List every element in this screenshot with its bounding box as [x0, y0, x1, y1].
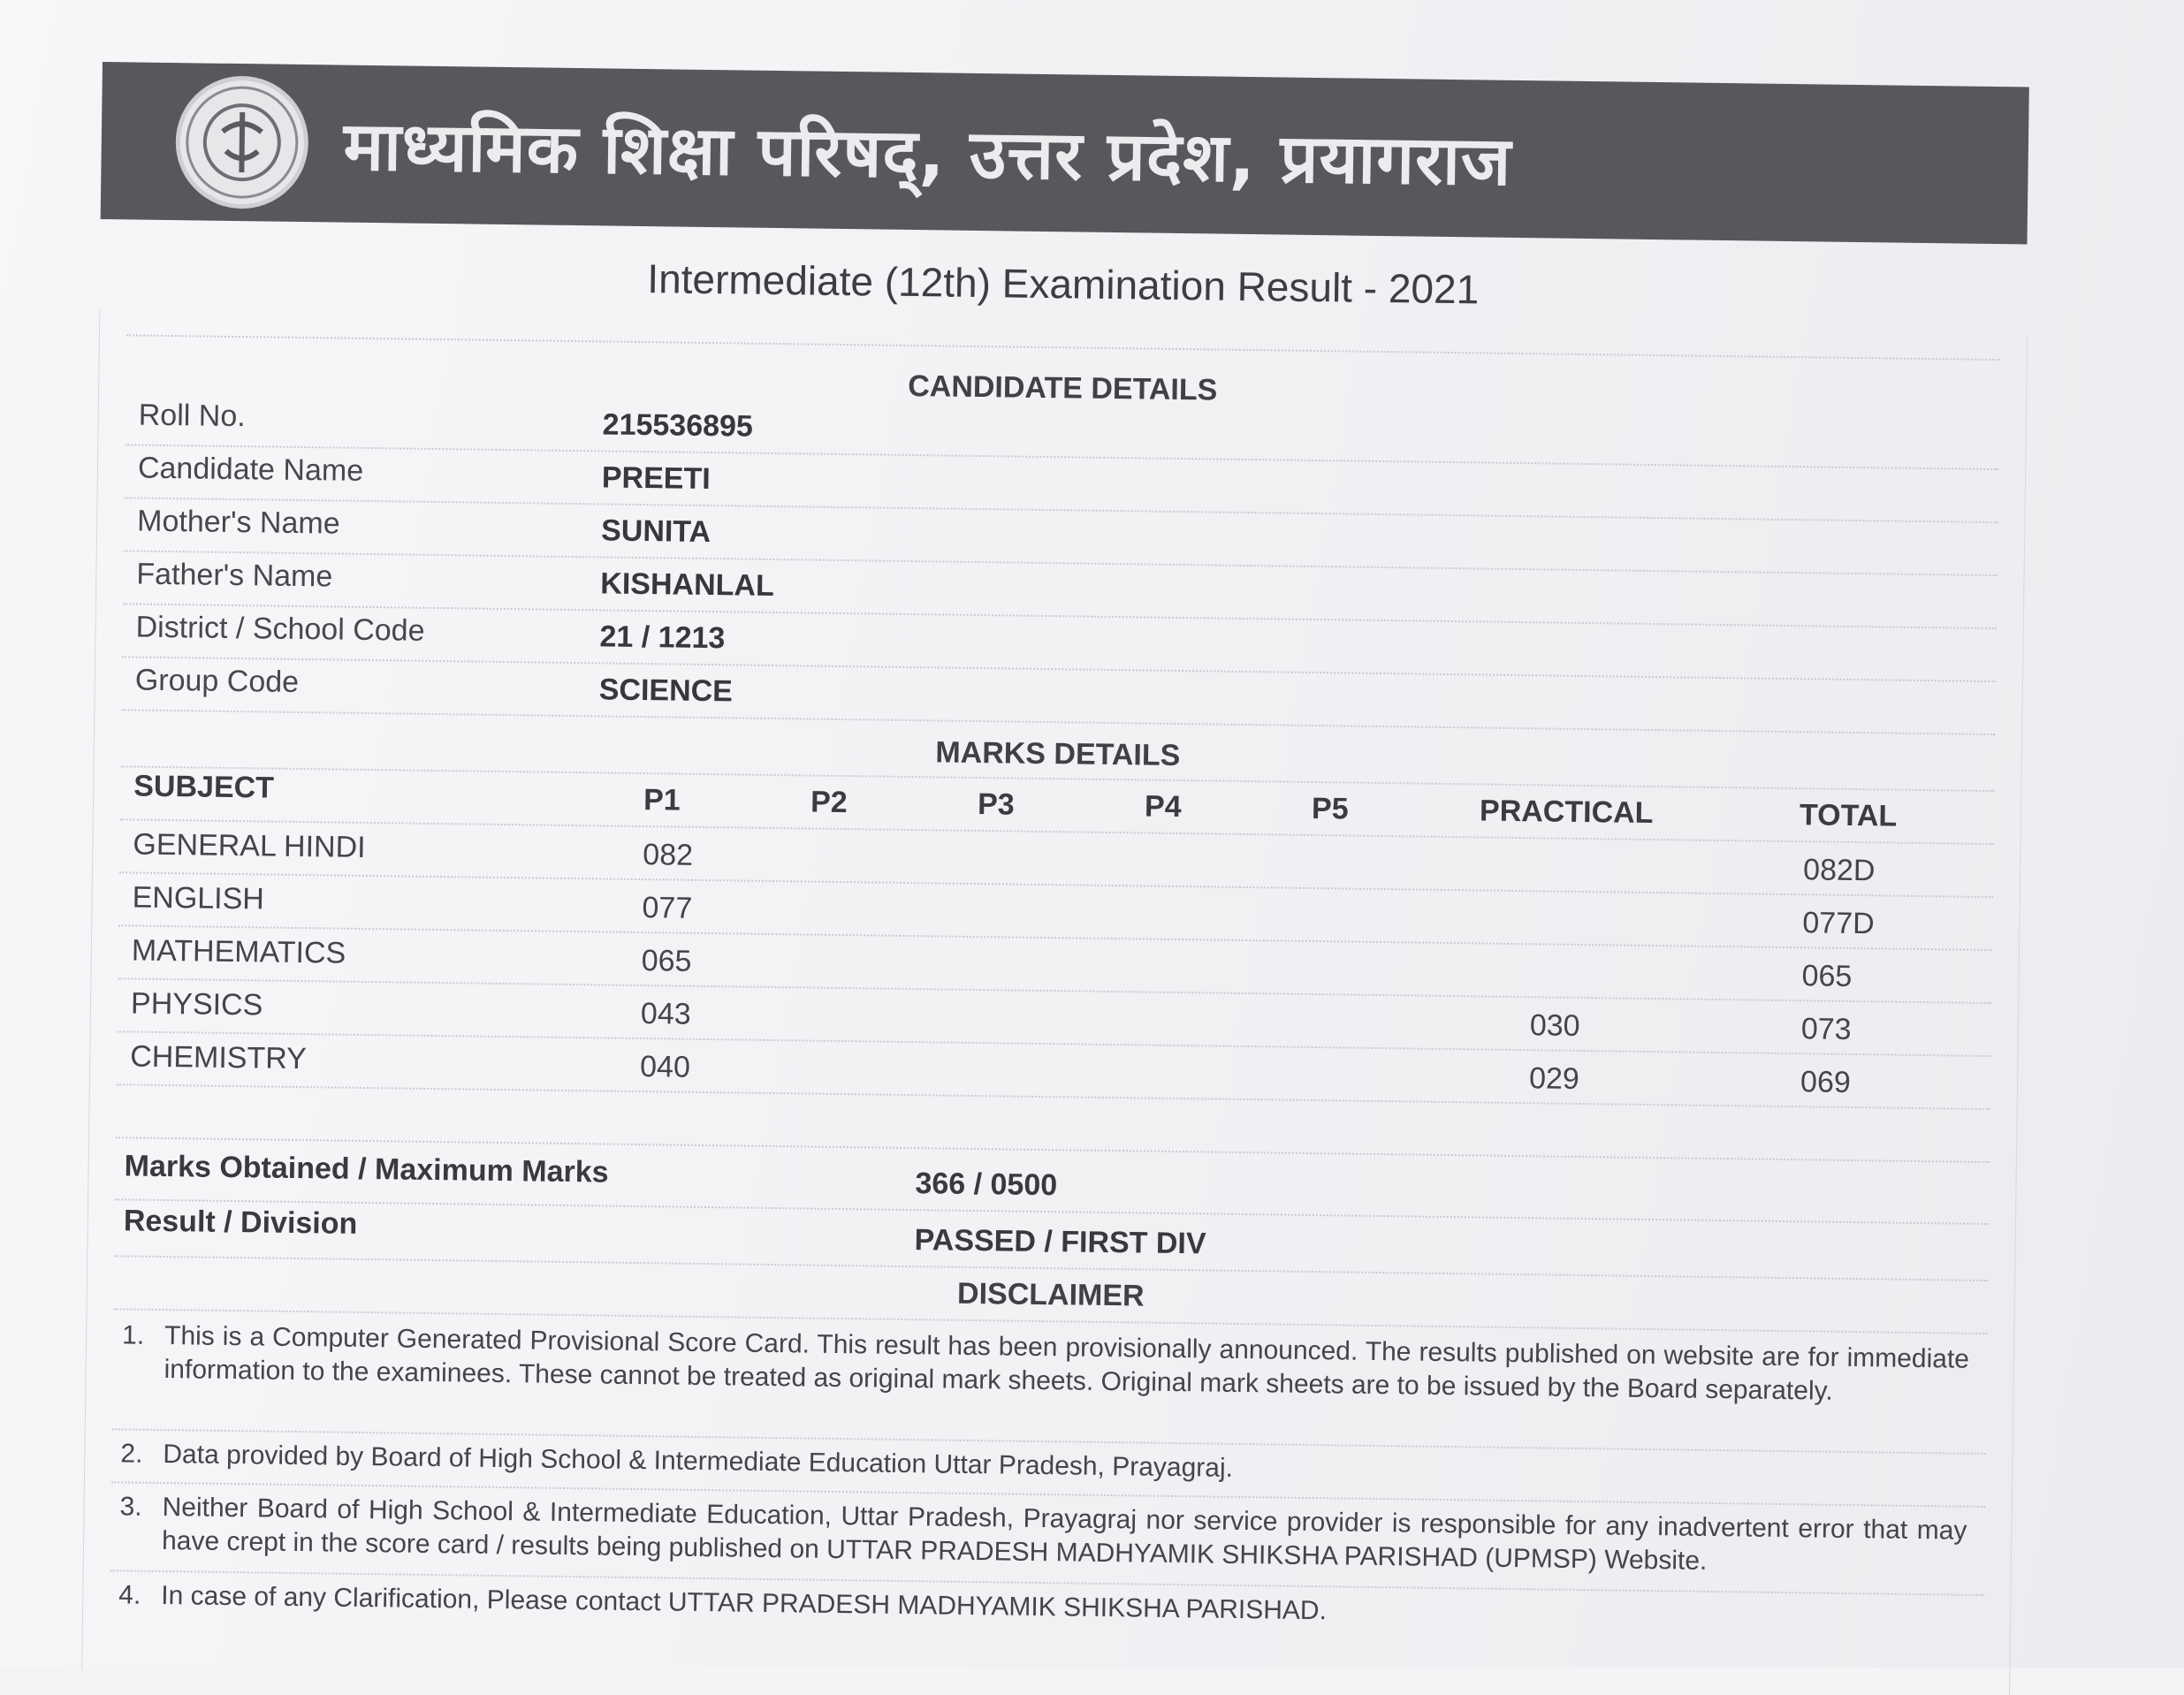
mothers-name-label: Mother's Name [136, 504, 340, 541]
disclaimer-text: This is a Computer Generated Provisional Score Card. This result has been provisionally announced. The results published on website are for immediate information to the examinees. These cannot be treated as original mark sheets. Original mark sheets are to be issued by the Board separately. [164, 1321, 1970, 1406]
marks-obtained-label: Marks Obtained / Maximum Marks [124, 1149, 609, 1190]
p4-column-header: P4 [1144, 789, 1182, 825]
subject-cell: MATHEMATICS [131, 933, 346, 970]
candidate-details-heading: CANDIDATE DETAILS [907, 369, 1218, 407]
disclaimer-number: 1. [121, 1320, 145, 1350]
disclaimer-item [118, 1578, 1966, 1636]
district-school-code-label: District / School Code [135, 610, 425, 648]
subject-column-header: SUBJECT [133, 769, 275, 805]
total-cell: 077D [1802, 906, 1875, 941]
total-column-header: TOTAL [1799, 798, 1898, 833]
total-cell: 069 [1800, 1065, 1852, 1099]
candidate-name-value: PREETI [601, 460, 711, 497]
disclaimer-item [121, 1319, 1969, 1410]
result-division-value: PASSED / FIRST DIV [914, 1223, 1206, 1261]
disclaimer-item [119, 1490, 1967, 1581]
practical-column-header: PRACTICAL [1479, 794, 1654, 831]
disclaimer-heading: DISCLAIMER [956, 1276, 1145, 1313]
p1-column-header: P1 [643, 783, 681, 817]
emblem-seal-icon [175, 75, 309, 209]
disclaimer-text: Data provided by Board of High School & Intermediate Education Uttar Pradesh, Prayagraj. [163, 1440, 1234, 1483]
group-code-value: SCIENCE [598, 673, 734, 709]
disclaimer-number: 4. [118, 1580, 141, 1610]
divider [120, 818, 1994, 845]
fathers-name-value: KISHANLAL [600, 566, 774, 603]
divider [124, 550, 1998, 576]
p1-cell: 077 [642, 891, 693, 925]
p5-column-header: P5 [1311, 791, 1349, 826]
p1-cell: 040 [639, 1050, 691, 1084]
disclaimer-number: 3. [119, 1492, 142, 1522]
result-document [81, 62, 2029, 1692]
marks-details-heading: MARKS DETAILS [935, 735, 1181, 773]
exam-title: Intermediate (12th) Examination Result - 2021 [647, 255, 1480, 313]
result-frame [81, 309, 2028, 1695]
p1-cell: 065 [641, 944, 692, 978]
practical-cell: 030 [1529, 1008, 1580, 1043]
total-cell: 073 [1800, 1012, 1852, 1046]
divider [117, 1083, 1990, 1110]
total-cell: 065 [1801, 959, 1853, 993]
divider [118, 924, 1992, 951]
practical-cell: 029 [1528, 1061, 1580, 1096]
divider [125, 444, 1998, 470]
divider [118, 1030, 1991, 1057]
disclaimer-number: 2. [120, 1439, 143, 1469]
roll-no-value: 215536895 [602, 407, 754, 444]
divider [118, 977, 1991, 1004]
disclaimer-text: Neither Board of High School & Intermediate Education, Uttar Pradesh, Prayagraj nor service provider is responsible for any inadvertent error that may have crept in the score card / results being published on UTTAR PRADESH MADHYAMIK SHIKSHA PARISHAD (UPMSP) Website. [161, 1493, 1967, 1576]
subject-cell: CHEMISTRY [130, 1039, 308, 1076]
p2-column-header: P2 [810, 785, 848, 820]
board-banner [101, 62, 2029, 245]
mothers-name-value: SUNITA [600, 513, 712, 550]
divider [126, 334, 2000, 361]
subject-cell: GENERAL HINDI [133, 827, 366, 864]
divider [119, 871, 1993, 898]
total-cell: 082D [1802, 853, 1876, 888]
fathers-name-label: Father's Name [136, 557, 333, 594]
p3-column-header: P3 [977, 787, 1015, 822]
p1-cell: 082 [643, 838, 694, 872]
subject-cell: ENGLISH [132, 880, 265, 916]
disclaimer-text: In case of any Clarification, Please contact UTTAR PRADESH MADHYAMIK SHIKSHA PARISHAD. [161, 1581, 1328, 1626]
p1-cell: 043 [640, 997, 691, 1031]
group-code-label: Group Code [134, 663, 300, 699]
board-name-hindi: माध्यमिक शिक्षा परिषद्, उत्तर प्रदेश, प्रयागराज [343, 106, 1512, 201]
result-division-label: Result / Division [123, 1204, 358, 1241]
subject-cell: PHYSICS [130, 986, 263, 1022]
marks-obtained-value: 366 / 0500 [915, 1167, 1058, 1203]
divider [122, 656, 1996, 682]
district-school-code-value: 21 / 1213 [599, 619, 726, 656]
roll-no-label: Roll No. [138, 398, 246, 434]
candidate-name-label: Candidate Name [137, 451, 364, 488]
divider [125, 497, 1998, 523]
